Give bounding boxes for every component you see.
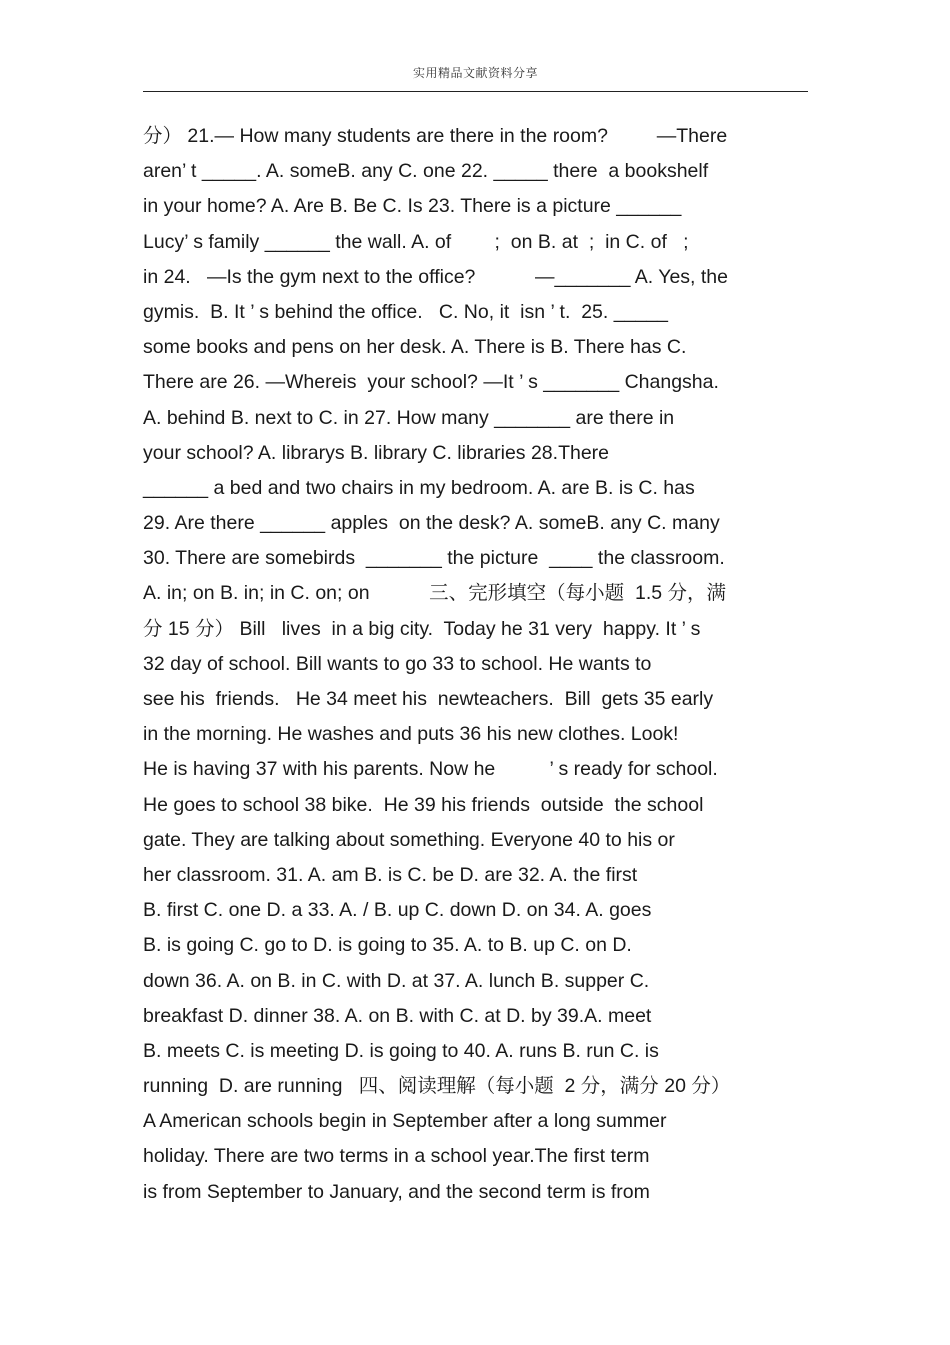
text-line: see his friends. He 34 meet his newteachers. Bill gets 35 early [143,688,714,710]
text-line: 分 15 分） Bill lives in a big city. Today he 31 very happy. It ’ s [143,617,701,640]
text-line: There are 26. —Whereis your school? —It ’ s _______ Changsha. [143,371,719,394]
text-line: in the morning. He washes and puts 36 his new clothes. Look! [143,723,679,746]
text-line: gymis. B. It ’ s behind the office. C. No, it isn ’ t. 25. _____ [143,300,668,323]
text-line: gate. They are talking about something. Everyone 40 to his or [143,828,675,851]
text-line: ______ a bed and two chairs in my bedroom. A. are B. is C. has [143,476,695,499]
text-line: 32 day of school. Bill wants to go 33 to school. He wants to [143,652,652,675]
document-body [143,119,818,1210]
text-line: in your home? A. Are B. Be C. Is 23. There is a picture ______ [143,195,682,218]
text-line: aren’ t _____. A. someB. any C. one 22. _____ there a bookshelf [143,160,709,183]
text-line: is from September to January, and the second term is from [143,1180,650,1203]
text-line: A. behind B. next to C. in 27. How many _______ are there in [143,406,675,429]
text-line: 30. There are somebirds _______ the picture ____ the classroom. [143,547,725,570]
page-header: 实用精品文献资料分享 [412,66,538,80]
text-line: He is having 37 with his parents. Now he ’ s ready for school. [143,758,718,781]
text-line: A American schools begin in September after a long summer [143,1110,667,1133]
section-heading-line: running D. are running 四、阅读理解（每小题 2 分，满分 20 分） [143,1075,731,1098]
text-line: in 24. —Is the gym next to the office? —_______ A. Yes, the [143,265,728,288]
text-line: down 36. A. on B. in C. with D. at 37. A. lunch B. supper C. [143,969,650,992]
text-line: 分） 21.— How many students are there in the room? —There [143,125,728,147]
text-line: your school? A. librarys B. library C. libraries 28.There [143,441,610,464]
text-line: some books and pens on her desk. A. There is B. There has C. [143,336,687,359]
text-line: B. is going C. go to D. is going to 35. A. to B. up C. on D. [143,934,632,957]
text-line: B. meets C. is meeting D. is going to 40. A. runs B. run C. is [143,1039,659,1062]
text-line: breakfast D. dinner 38. A. on B. with C. at D. by 39.A. meet [143,1004,652,1027]
text-line: her classroom. 31. A. am B. is C. be D. are 32. A. the first [143,863,638,886]
text-line: holiday. There are two terms in a school year.The first term [143,1145,650,1168]
text-line: 29. Are there ______ apples on the desk? A. someB. any C. many [143,512,720,535]
header-divider [143,91,808,92]
text-line: Lucy’ s family ______ the wall. A. of ; on B. at ; in C. of ; [143,230,689,253]
text-line: B. first C. one D. a 33. A. / B. up C. down D. on 34. A. goes [143,899,652,922]
text-line: He goes to school 38 bike. He 39 his friends outside the school [143,793,704,816]
section-heading-line: A. in; on B. in; in C. on; on 三、完形填空（每小题 1.5 分，满 [143,582,727,605]
